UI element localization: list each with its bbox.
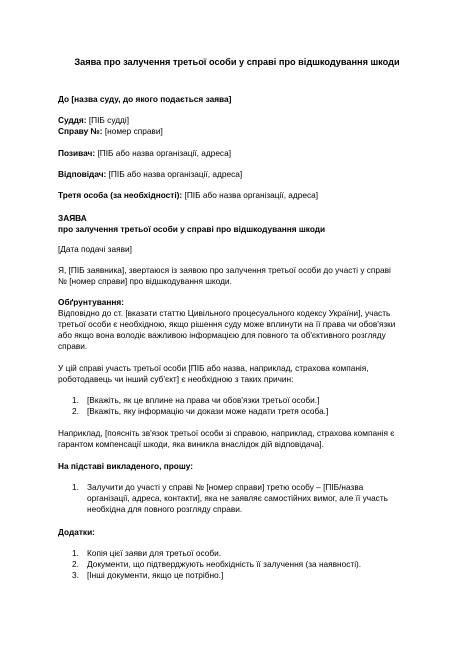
request-line: необхідна для повного розгляду справи. bbox=[87, 504, 243, 514]
document-title: Заява про залучення третьої особи у справі про відшкодування шкоди bbox=[74, 57, 400, 67]
plaintiff-line bbox=[58, 148, 231, 159]
defendant-value: [ПІБ або назва організації, адреса] bbox=[108, 169, 243, 179]
grounds-line: справи. bbox=[58, 341, 88, 351]
grounds-line: або якщо вона володіє важливою інформацією для повного та об'єктивного розгляду bbox=[58, 330, 386, 340]
judge-value: [ПІБ судді] bbox=[88, 115, 130, 125]
reason-number: 2. bbox=[72, 406, 79, 416]
attachment-item: Копія цієї заяви для третьої особи. bbox=[87, 548, 222, 558]
reason-item: [Вкажіть, яку інформацію чи докази може надати третя особа.] bbox=[87, 406, 329, 416]
attachment-item: Документи, що підтверджують необхідність її залучення (за наявності). bbox=[87, 559, 362, 569]
case-line bbox=[58, 126, 163, 137]
reason-number: 1. bbox=[72, 395, 79, 405]
intro-line: Я, [ПІБ заявника], звертаюся із заявою про залучення третьої особи до участі у справі bbox=[58, 265, 391, 275]
grounds-heading: Обґрунтування: bbox=[58, 297, 124, 307]
attachment-number: 2. bbox=[72, 559, 79, 569]
request-number: 1. bbox=[72, 482, 79, 492]
judge-label: Суддя: bbox=[58, 115, 87, 125]
attachments-heading: Додатки: bbox=[58, 527, 95, 537]
plaintiff-label: Позивач: bbox=[58, 148, 96, 158]
statement-heading: ЗАЯВА bbox=[58, 213, 87, 223]
statement-subheading: про залучення третьої особи у справі про відшкодування шкоди bbox=[58, 224, 326, 234]
grounds-line: третьої особи є необхідною, якщо рішення суду може вплинути на її права чи обов'язки bbox=[58, 319, 396, 329]
addressee: До [назва суду, до якого подається заява] bbox=[58, 94, 232, 104]
request-heading: На підставі викладеного, прошу: bbox=[58, 461, 194, 471]
attachment-item: [Інші документи, якщо це потрібно.] bbox=[87, 570, 224, 580]
submission-date: [Дата подачі заяви] bbox=[58, 244, 132, 254]
defendant-label: Відповідач: bbox=[58, 169, 107, 179]
reasons-intro-line: У цій справі участь третьої особи [ПІБ або назва, наприклад, страхова компанія, bbox=[58, 363, 369, 373]
third-party-label: Третя особа (за необхідності): bbox=[58, 190, 183, 200]
case-label: Справу №: bbox=[58, 126, 103, 136]
request-line: організації, адреса, контакти], яка не заявляє самостійних вимог, але її участь bbox=[87, 493, 388, 503]
intro-line: № [номер справи] про відшкодування шкоди. bbox=[58, 276, 232, 286]
attachment-number: 1. bbox=[72, 548, 79, 558]
judge-line bbox=[58, 115, 129, 126]
case-value: [номер справи] bbox=[104, 126, 163, 136]
third-party-value: [ПІБ або назва організації, адреса] bbox=[184, 190, 319, 200]
reason-item: [Вкажіть, як це вплине на права чи обов'язки третьої особи.] bbox=[87, 395, 320, 405]
defendant-line bbox=[58, 169, 242, 180]
request-line: Залучити до участі у справі № [номер справи] третю особу – [ПІБ/назва bbox=[87, 482, 364, 492]
example-line: гарантом компенсації шкоди, яка виникла внаслідок дій відповідача]. bbox=[58, 439, 324, 449]
third-party-line bbox=[58, 190, 318, 201]
example-line: Наприклад, [поясніть зв'язок третьої особи зі справою, наприклад, страхова компанія є bbox=[58, 428, 395, 438]
grounds-line: Відповідно до ст. [вказати статтю Цивільного процесуального кодексу України], участь bbox=[58, 308, 391, 318]
plaintiff-value: [ПІБ або назва організації, адреса] bbox=[97, 148, 231, 158]
reasons-intro-line: роботодавець чи інший суб'єкт] є необхідною з таких причин: bbox=[58, 374, 294, 384]
attachment-number: 3. bbox=[72, 570, 79, 580]
